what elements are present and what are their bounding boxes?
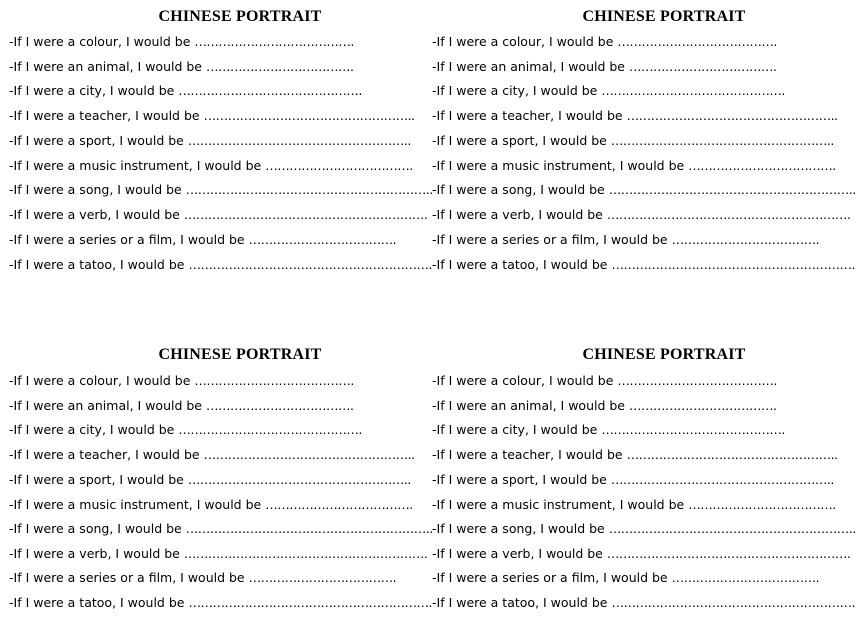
prompt-text: -If I were an animal, I would be — [432, 59, 625, 74]
answer-blank: ………………………………………. — [178, 83, 362, 98]
prompt-line — [9, 595, 432, 610]
prompt-text: -If I were a sport, I would be — [432, 472, 607, 487]
prompt-text: -If I were a tatoo, I would be — [432, 257, 608, 272]
prompt-text: -If I were a song, I would be — [9, 521, 182, 536]
prompt-line — [9, 108, 415, 123]
answer-blank: ……………………………………………….. — [187, 472, 411, 487]
prompt-line — [432, 182, 856, 197]
prompt-text: -If I were a city, I would be — [432, 83, 598, 98]
prompt-line — [432, 497, 836, 512]
worksheet-title: CHINESE PORTRAIT — [582, 346, 746, 363]
prompt-text: -If I were a verb, I would be — [432, 207, 603, 222]
prompt-text: -If I were a music instrument, I would be — [432, 497, 685, 512]
prompt-line — [432, 570, 819, 585]
prompt-text: -If I were a city, I would be — [9, 83, 175, 98]
prompt-line — [432, 232, 819, 247]
answer-blank: ………………………………. — [628, 59, 777, 74]
worksheet-title: CHINESE PORTRAIT — [158, 346, 322, 363]
prompt-text: -If I were a series or a film, I would be — [432, 570, 668, 585]
answer-blank: ……………………………………………………. — [611, 257, 855, 272]
prompt-text: -If I were a song, I would be — [432, 182, 605, 197]
prompt-line — [9, 472, 411, 487]
prompt-line — [432, 521, 856, 536]
worksheet-title: CHINESE PORTRAIT — [158, 8, 322, 25]
prompt-text: -If I were a song, I would be — [9, 182, 182, 197]
answer-blank: …………………………………………….. — [626, 447, 838, 462]
prompt-text: -If I were a verb, I would be — [9, 207, 180, 222]
prompt-line — [9, 133, 411, 148]
prompt-line — [9, 546, 427, 561]
prompt-text: -If I were an animal, I would be — [9, 59, 202, 74]
answer-blank: ………………………………………. — [601, 422, 785, 437]
prompt-line — [9, 83, 362, 98]
prompt-line — [9, 158, 413, 173]
prompt-text: -If I were a colour, I would be — [432, 373, 614, 388]
answer-blank: …………………………………. — [194, 34, 354, 49]
prompt-text: -If I were a tatoo, I would be — [9, 257, 185, 272]
prompt-line — [432, 83, 785, 98]
answer-blank: …………………………………………….. — [203, 447, 415, 462]
prompt-line — [9, 59, 353, 74]
prompt-text: -If I were a music instrument, I would be — [432, 158, 685, 173]
prompt-line — [9, 422, 362, 437]
prompt-text: -If I were a sport, I would be — [9, 133, 184, 148]
prompt-line — [432, 422, 785, 437]
prompt-text: -If I were an animal, I would be — [9, 398, 202, 413]
prompt-text: -If I were a series or a film, I would be — [432, 232, 668, 247]
answer-blank: ………………………………. — [688, 158, 836, 173]
prompt-text: -If I were a series or a film, I would be — [9, 232, 245, 247]
prompt-text: -If I were a teacher, I would be — [432, 108, 623, 123]
prompt-line — [432, 373, 777, 388]
prompt-line — [9, 521, 433, 536]
answer-blank: …………………………………………….. — [626, 108, 838, 123]
prompt-text: -If I were a colour, I would be — [432, 34, 614, 49]
answer-blank: …………………………………………………….. — [608, 521, 856, 536]
prompt-line — [432, 398, 776, 413]
answer-blank: ……………………………………………………. — [611, 595, 855, 610]
answer-blank: …………………………………………………….. — [185, 182, 433, 197]
answer-blank: …………………………………. — [617, 34, 777, 49]
prompt-line — [9, 207, 427, 222]
prompt-line — [9, 232, 396, 247]
prompt-text: -If I were a song, I would be — [432, 521, 605, 536]
prompt-line — [9, 570, 396, 585]
answer-blank: ………………………………………. — [601, 83, 785, 98]
answer-blank: …………………………………………………….. — [185, 521, 433, 536]
prompt-text: -If I were a teacher, I would be — [9, 447, 200, 462]
prompt-line — [9, 398, 353, 413]
answer-blank: ………………………………. — [671, 232, 820, 247]
prompt-text: -If I were a colour, I would be — [9, 34, 191, 49]
prompt-text: -If I were a verb, I would be — [432, 546, 603, 561]
answer-blank: ………………………………. — [205, 59, 354, 74]
prompt-line — [9, 34, 354, 49]
prompt-text: -If I were a colour, I would be — [9, 373, 191, 388]
prompt-text: -If I were a tatoo, I would be — [432, 595, 608, 610]
prompt-text: -If I were a tatoo, I would be — [9, 595, 185, 610]
prompt-line — [432, 472, 834, 487]
prompt-text: -If I were a sport, I would be — [9, 472, 184, 487]
answer-blank: ………………………………. — [265, 497, 413, 512]
answer-blank: ……………………………………………….. — [610, 133, 834, 148]
answer-blank: ……………………………………………………. — [606, 546, 851, 561]
prompt-text: -If I were a teacher, I would be — [9, 108, 200, 123]
prompt-line — [432, 133, 834, 148]
prompt-line — [432, 207, 850, 222]
answer-blank: …………………………………………………….. — [608, 182, 856, 197]
prompt-line — [9, 182, 433, 197]
answer-blank: ………………………………. — [688, 497, 836, 512]
prompt-line — [9, 257, 432, 272]
prompt-text: -If I were a teacher, I would be — [432, 447, 623, 462]
answer-blank: …………………………………………….. — [203, 108, 415, 123]
prompt-line — [9, 447, 415, 462]
answer-blank: ……………………………………………….. — [610, 472, 834, 487]
answer-blank: ……………………………………………………. — [183, 207, 428, 222]
prompt-text: -If I were a city, I would be — [9, 422, 175, 437]
answer-blank: ……………………………………………….. — [187, 133, 411, 148]
prompt-line — [432, 546, 850, 561]
answer-blank: …………………………………. — [194, 373, 354, 388]
prompt-line — [432, 158, 836, 173]
answer-blank: ………………………………. — [671, 570, 820, 585]
prompt-text: -If I were an animal, I would be — [432, 398, 625, 413]
answer-blank: ……………………………………………………. — [606, 207, 851, 222]
prompt-line — [432, 108, 838, 123]
prompt-text: -If I were a verb, I would be — [9, 546, 180, 561]
prompt-text: -If I were a sport, I would be — [432, 133, 607, 148]
answer-blank: …………………………………. — [617, 373, 777, 388]
answer-blank: ………………………………………. — [178, 422, 362, 437]
prompt-line — [432, 447, 838, 462]
answer-blank: ………………………………. — [265, 158, 413, 173]
prompt-line — [432, 595, 855, 610]
worksheet-title: CHINESE PORTRAIT — [582, 8, 746, 25]
prompt-line — [432, 34, 777, 49]
answer-blank: ………………………………. — [248, 232, 397, 247]
answer-blank: ………………………………. — [248, 570, 397, 585]
answer-blank: ……………………………………………………. — [188, 257, 432, 272]
answer-blank: ……………………………………………………. — [188, 595, 432, 610]
prompt-line — [9, 497, 413, 512]
prompt-text: -If I were a city, I would be — [432, 422, 598, 437]
prompt-line — [432, 59, 776, 74]
prompt-text: -If I were a music instrument, I would be — [9, 497, 262, 512]
prompt-line — [9, 373, 354, 388]
answer-blank: ………………………………. — [628, 398, 777, 413]
answer-blank: ……………………………………………………. — [183, 546, 428, 561]
prompt-text: -If I were a series or a film, I would be — [9, 570, 245, 585]
answer-blank: ………………………………. — [205, 398, 354, 413]
prompt-text: -If I were a music instrument, I would be — [9, 158, 262, 173]
prompt-line — [432, 257, 855, 272]
